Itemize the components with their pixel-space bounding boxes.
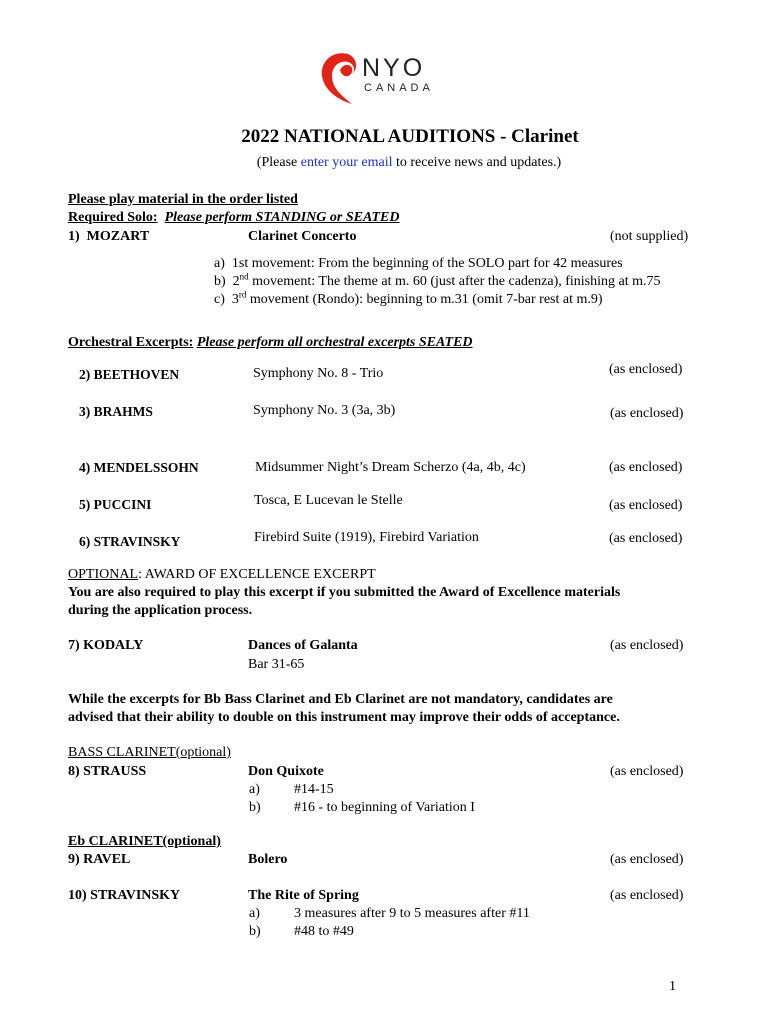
- bass-item-marker: b): [249, 800, 261, 815]
- required-solo-heading: [68, 210, 400, 226]
- item-marker: a): [214, 256, 225, 271]
- excerpt-status: (as enclosed): [609, 460, 683, 475]
- stravinsky-item-text: #48 to #49: [294, 924, 354, 939]
- optional-label: OPTIONAL: [68, 567, 138, 582]
- item-text: 3: [231, 292, 239, 307]
- ravel-work: Bolero: [248, 852, 288, 867]
- kodaly-composer: 7) KODALY: [68, 638, 144, 653]
- eb-heading: Eb CLARINET(optional): [68, 834, 221, 849]
- solo-status: (not supplied): [610, 229, 689, 244]
- required-solo-label: Required Solo:: [68, 210, 158, 225]
- excerpt-composer: 5) PUCCINI: [79, 497, 152, 512]
- stravinsky-item-text: 3 measures after 9 to 5 measures after #11: [294, 906, 530, 921]
- kodaly-status: (as enclosed): [610, 638, 684, 653]
- optional-title: : AWARD OF EXCELLENCE EXCERPT: [138, 567, 376, 582]
- excerpt-status: (as enclosed): [609, 362, 683, 377]
- excerpt-work: Midsummer Night’s Dream Scherzo (4a, 4b, 4c): [255, 460, 526, 475]
- orchestral-note: Please perform all orchestral excerpts SEATED: [196, 335, 473, 350]
- optional-note-line1: You are also required to play this excerpt if you submitted the Award of Excellence materials: [68, 585, 621, 600]
- advice-line2: advised that their ability to double on this instrument may improve their odds of acceptance.: [68, 710, 620, 725]
- solo-composer: [68, 229, 149, 245]
- logo-name: NYO: [362, 54, 426, 82]
- enter-email-link[interactable]: enter your email: [300, 155, 393, 170]
- solo-composer-name: MOZART: [86, 229, 150, 244]
- optional-note-line2: during the application process.: [68, 603, 253, 618]
- solo-item: [214, 271, 661, 290]
- excerpt-composer: 4) MENDELSSOHN: [79, 460, 199, 475]
- excerpt-work: Tosca, E Lucevan le Stelle: [254, 493, 403, 508]
- stravinsky-work: The Rite of Spring: [248, 888, 359, 903]
- solo-work: Clarinet Concerto: [248, 229, 357, 244]
- bass-heading: BASS CLARINET(optional): [68, 745, 231, 760]
- excerpt-work: Firebird Suite (1919), Firebird Variation: [254, 530, 479, 545]
- solo-item: [214, 289, 603, 308]
- item-sup: rd: [238, 289, 247, 300]
- item-marker: b): [214, 274, 226, 289]
- excerpt-status: (as enclosed): [610, 406, 684, 421]
- solo-item: [214, 256, 623, 272]
- stravinsky-item-marker: a): [249, 906, 260, 921]
- item-text-rest: movement: The theme at m. 60 (just after the cadenza), finishing at m.75: [248, 274, 661, 289]
- orchestral-label: Orchestral Excerpts:: [68, 335, 194, 350]
- email-note: [0, 155, 768, 171]
- stravinsky-item-marker: b): [249, 924, 261, 939]
- required-solo-note: Please perform STANDING or SEATED: [164, 210, 400, 225]
- ravel-composer: 9) RAVEL: [68, 852, 131, 867]
- bass-item-text: #16 - to beginning of Variation I: [294, 800, 475, 815]
- optional-heading: [68, 567, 376, 583]
- bass-item-text: #14-15: [294, 782, 334, 797]
- nyo-logo: [318, 48, 458, 110]
- bass-work: Don Quixote: [248, 764, 324, 779]
- excerpt-status: (as enclosed): [609, 498, 683, 513]
- logo-subtitle: CANADA: [364, 82, 434, 94]
- excerpt-composer: 2) BEETHOVEN: [79, 367, 180, 382]
- excerpt-composer: 6) STRAVINSKY: [79, 534, 181, 549]
- stravinsky-status: (as enclosed): [610, 888, 684, 903]
- item-text: 2: [232, 274, 240, 289]
- excerpt-work: Symphony No. 8 - Trio: [253, 366, 384, 381]
- email-note-after: to receive news and updates.): [392, 155, 562, 170]
- excerpt-status: (as enclosed): [609, 531, 683, 546]
- page-number: 1: [669, 979, 676, 994]
- bass-composer: 8) STRAUSS: [68, 764, 147, 779]
- item-sup: nd: [239, 271, 249, 282]
- ravel-status: (as enclosed): [610, 852, 684, 867]
- item-text-rest: movement (Rondo): beginning to m.31 (omit 7-bar rest at m.9): [246, 292, 603, 307]
- item-marker: c): [214, 292, 225, 307]
- excerpt-composer: 3) BRAHMS: [79, 404, 153, 419]
- page-title: 2022 NATIONAL AUDITIONS - Clarinet: [241, 126, 579, 147]
- kodaly-work: Dances of Galanta: [248, 638, 358, 653]
- advice-line1: While the excerpts for Bb Bass Clarinet and Eb Clarinet are not mandatory, candidates are: [68, 692, 613, 707]
- orchestral-heading: [68, 335, 473, 351]
- nyo-logo-mark-icon: [318, 48, 364, 106]
- stravinsky-composer: 10) STRAVINSKY: [68, 888, 181, 903]
- order-heading: Please play material in the order listed: [68, 192, 298, 207]
- excerpt-work: Symphony No. 3 (3a, 3b): [253, 403, 396, 418]
- email-note-before: (Please: [256, 155, 301, 170]
- item-text: 1st movement: From the beginning of the SOLO part for 42 measures: [231, 256, 623, 271]
- solo-number: 1): [68, 229, 80, 244]
- kodaly-detail: Bar 31-65: [248, 657, 305, 672]
- bass-status: (as enclosed): [610, 764, 684, 779]
- bass-item-marker: a): [249, 782, 260, 797]
